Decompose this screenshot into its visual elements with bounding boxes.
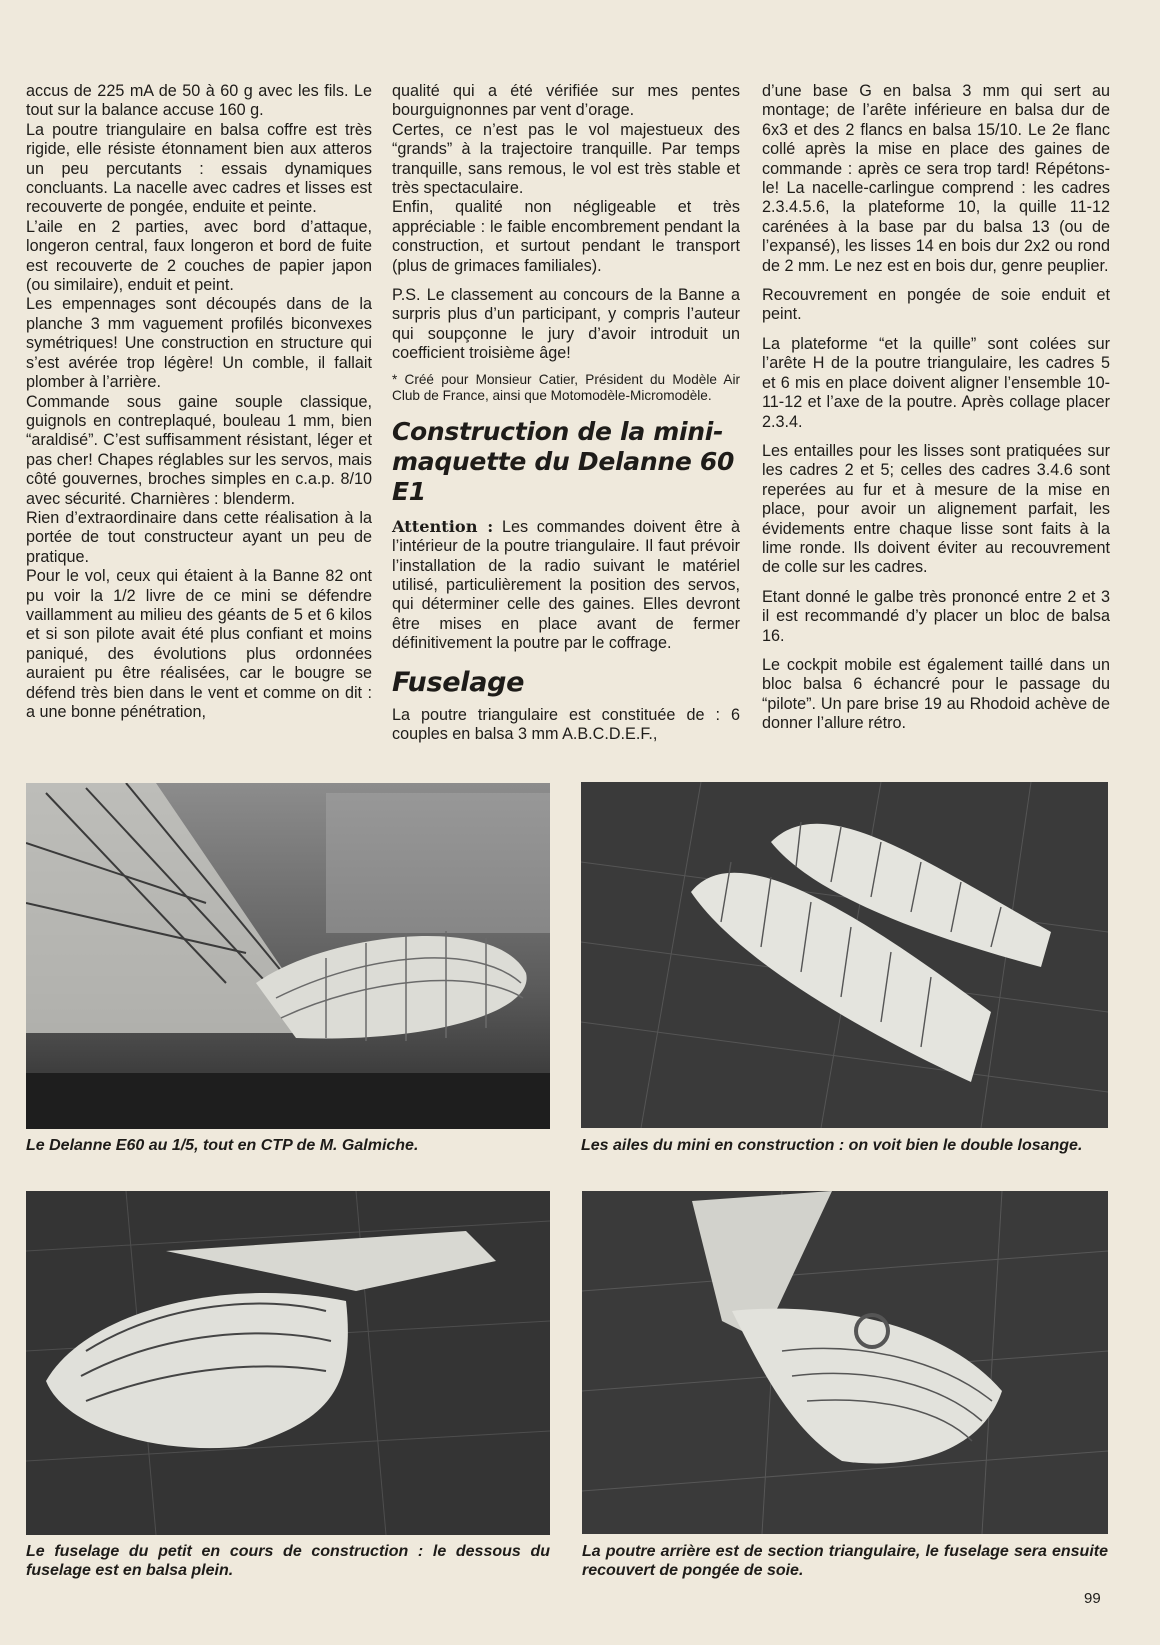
paragraph: accus de 225 mA de 50 à 60 g avec les fils. Le tout sur la balance accuse 160 g. [26, 82, 372, 120]
photo-rear-boom [582, 1191, 1108, 1534]
photo-wings-construction [581, 782, 1108, 1128]
paragraph: L’aile en 2 parties, avec bord d’attaque, longeron central, faux longeron et bord de fuite est recouverte de 2 couches de papier japon (ou similaire), enduit et peint. [26, 217, 372, 295]
paragraph: Enfin, qualité non négligeable et très appréciable : le faible encombrement pendant la construction, et surtout pendant le transport (plus de grimaces familiales). [392, 198, 740, 275]
paragraph: Les empennages sont découpés dans de la planche 3 mm vaguement profilés biconvexes symétriques! Une construction en structure qui s’est avérée trop légère! Un comble, il fallait plomber à l’arrière. [26, 295, 372, 392]
text-column-2 [392, 82, 740, 744]
paragraph: qualité qui a été vérifiée sur mes pentes bourguignonnes par vent d’orage. [392, 82, 740, 120]
paragraph: Commande sous gaine souple classique, guignols en contreplaqué, bouleau 1 mm, bien “araldisé”. C’est suffisamment résistant, léger et pas cher! Chapes réglables sur les servos, mais côté gouvernes, broches simples en c.a.p. 8/10 avec sécurité. Charnières : blenderm. [26, 392, 372, 508]
text-column-1 [26, 82, 372, 722]
photo-caption: La poutre arrière est de section triangulaire, le fuselage sera ensuite recouvert de pongée de soie. [582, 1543, 1108, 1579]
paragraph: Recouvrement en pongée de soie enduit et peint. [762, 286, 1110, 324]
page-number: 99 [1084, 1590, 1101, 1607]
paragraph: Pour le vol, ceux qui étaient à la Banne 82 ont pu voir la 1/2 livre de ce mini se défendre vaillamment au milieu des géants de 5 et 6 kilos et si son pilote avait été plus confiant et moins paniqué, des évolutions plus ordonnées auraient pu être réalisées, car le bougre se défend très bien dans le vent et comme on dit : a une bonne pénétration, [26, 567, 372, 721]
photo-caption: Les ailes du mini en construction : on voit bien le double losange. [581, 1137, 1083, 1154]
photo-fuselage-underside [26, 1191, 550, 1535]
paragraph: La poutre triangulaire en balsa coffre est très rigide, elle résiste étonnament bien aux atteros un peu percutants : essais dynamiques concluants. La nacelle avec cadres et lisses est recouverte de pongée, enduite et peinte. [26, 120, 372, 217]
footnote: * Créé pour Monsieur Catier, Président du Modèle Air Club de France, ainsi que Motomodèle-Micromodèle. [392, 371, 740, 404]
section-heading-construction: Construction de la mini-maquette du Delanne 60 E1 [392, 416, 735, 506]
attention-paragraph [392, 517, 740, 654]
attention-label: Attention : [392, 516, 494, 536]
paragraph: Les entailles pour les lisses sont pratiquées sur les cadres 2 et 5; celles des cadres 3.4.6 sont reperées au fur et à mesure de la mise en place, pour avoir un alignement parfait, les évidements entre chaque lisse sont faits à la lime ronde. Ils doivent éviter au recouvrement de colle sur les cadres. [762, 441, 1110, 577]
photo-delanne-e60-workshop [26, 783, 550, 1129]
paragraph: Etant donné le galbe très prononcé entre 2 et 3 il est recommandé d’y placer un bloc de balsa 16. [762, 587, 1110, 645]
section-heading-fuselage: Fuselage [392, 666, 525, 698]
paragraph: d’une base G en balsa 3 mm qui sert au montage; de l’arête inférieure en balsa dur de 6x3 et des 2 flancs en balsa 15/10. Le 2e flanc collé après la mise en place des gaines de commande : après ce sera trop tard! Répétons-le! La nacelle-carlingue comprend : les cadres 2.3.4.5.6, la plateforme 10, la quille 11-12 carénées à la base par du balsa 13 (ou de l’expansé), les lisses 14 en bois dur 2x2 ou rond de 2 mm. Le nez est en bois dur, genre peuplier. [762, 82, 1110, 275]
photo-caption: Le fuselage du petit en cours de construction : le dessous du fuselage est en balsa plein. [26, 1543, 550, 1579]
postscript: P.S. Le classement au concours de la Banne a surpris plus d’un participant, y compris l’auteur qui soupçonne le jury d’avoir introduit un coefficient troisième âge! [392, 286, 740, 363]
photo-caption: Le Delanne E60 au 1/5, tout en CTP de M. Galmiche. [26, 1137, 419, 1154]
attention-text: Les commandes doivent être à l’intérieur de la poutre triangulaire. Il faut prévoir l’installation de la radio suivant le matériel utilisé, particulièrement la position des servos, qui déterminer celle des gaines. Elles devront être mises en place avant de fermer définitivement la poutre par le coffrage. [392, 517, 740, 653]
paragraph: Certes, ce n’est pas le vol majestueux des “grands” à la trajectoire tranquille. Par temps tranquille, sans remous, le vol est très stable et très spectaculaire. [392, 120, 740, 198]
paragraph: La plateforme “et la quille” sont colées sur l’arête H de la poutre triangulaire, les cadres 5 et 6 mis en place doivent aligner l’ensemble 10-11-12 et l’axe de la poutre. Après collage placer 2.3.4. [762, 334, 1110, 431]
paragraph: La poutre triangulaire est constituée de : 6 couples en balsa 3 mm A.B.C.D.E.F., [392, 705, 740, 743]
paragraph: Rien d’extraordinaire dans cette réalisation à la portée de tout constructeur ayant un peu de pratique. [26, 508, 372, 566]
text-column-3 [762, 82, 1110, 734]
paragraph: Le cockpit mobile est également taillé dans un bloc balsa 6 échancré pour le passage du “pilote”. Un pare brise 19 au Rhodoid achève de donner l’allure rétro. [762, 655, 1110, 733]
